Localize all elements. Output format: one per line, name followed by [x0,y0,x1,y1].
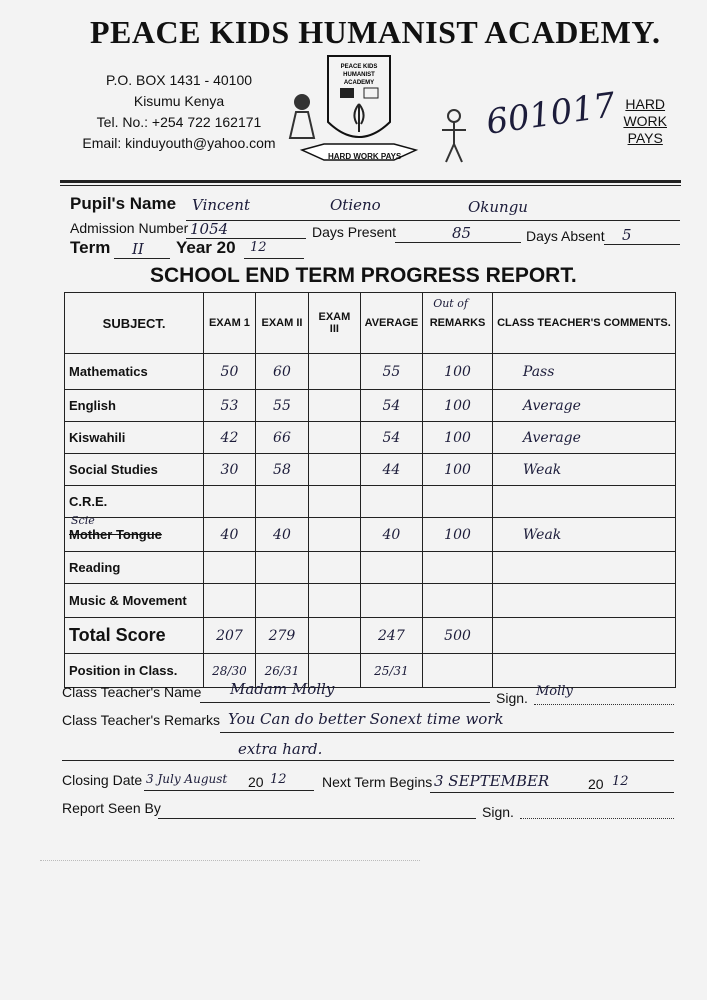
pupil-name-label: Pupil's Name [70,194,177,213]
header-remarks-label: REMARKS [429,317,486,329]
teacher-name-value: Madam Molly [230,680,335,698]
closing-date-value: 3 July August [146,772,228,786]
days-absent-value: 5 [622,226,632,244]
exam1-cell [204,552,256,584]
table-header-row [65,293,676,354]
year-value: 12 [250,240,267,255]
header-divider-thin [60,185,681,186]
position-exam2: 26/31 [255,654,308,688]
subject-label: Mother Tongue [69,527,162,542]
days-absent-label: Days Absent [526,228,605,244]
remarks-cell [423,584,493,618]
comment-cell [492,486,675,518]
remarks-cell: 100 [423,518,493,552]
term-label: Term [70,238,111,257]
email: Email: kinduyouth@yahoo.com [82,135,276,151]
boy-figure-icon [436,108,472,164]
pupil-last-name: Okungu [468,198,528,216]
admission-label: Admission Number [70,220,189,236]
exam1-cell: 50 [204,354,256,390]
average-cell [360,552,423,584]
school-address [74,70,284,154]
next-term-label: Next Term Begins [322,774,433,790]
telephone: Tel. No.: +254 722 162171 [96,114,262,130]
days-present-line [395,242,521,243]
header-average: AVERAGE [360,293,423,354]
faint-divider [40,860,420,861]
exam1-cell: 53 [204,390,256,422]
position-comment [492,654,675,688]
comment-cell: Average [492,422,675,454]
remarks-cell [423,552,493,584]
average-cell [360,486,423,518]
comment-cell: Pass [492,354,675,390]
exam2-cell: 55 [255,390,308,422]
table-row [65,518,676,552]
remarks-cell: 100 [423,454,493,486]
sign-line [534,704,674,705]
girl-figure-icon [282,90,322,140]
comment-cell: Weak [492,454,675,486]
motto-line-3: PAYS [627,130,663,146]
closing-year-prefix: 20 [248,774,264,790]
next-term-year-prefix: 20 [588,776,604,792]
subject-overwrite: Scie [71,514,95,527]
table-row [65,354,676,390]
remarks-text-2: extra hard. [238,740,323,758]
header-remarks [423,293,493,354]
position-exam1: 28/30 [204,654,256,688]
exam2-cell: 66 [255,422,308,454]
total-comment [492,618,675,654]
exam1-cell: 30 [204,454,256,486]
comment-cell: Weak [492,518,675,552]
exam2-cell: 58 [255,454,308,486]
total-row [65,618,676,654]
subject-cell: English [65,390,204,422]
sign2-line [520,818,674,819]
header-divider [60,180,681,183]
city: Kisumu Kenya [133,93,225,109]
pupil-name-line [186,220,680,221]
exam3-cell [309,518,360,552]
exam2-cell: 60 [255,354,308,390]
remarks-cell: 100 [423,354,493,390]
grades-table [64,292,676,688]
pupil-middle-name: Otieno [330,196,381,214]
total-average: 247 [360,618,423,654]
year-label: Year 20 [176,238,236,257]
exam1-cell: 40 [204,518,256,552]
table-row [65,486,676,518]
header-exam-3: EXAM III [309,293,360,354]
average-cell [360,584,423,618]
motto-line-2: WORK [623,113,667,129]
position-row [65,654,676,688]
days-absent-line [604,244,680,245]
header-subject: SUBJECT. [65,293,204,354]
header-exam-1: EXAM 1 [204,293,256,354]
handwritten-number: 601017 [483,85,618,143]
subject-cell [65,514,204,552]
remarks-line-2 [62,760,674,761]
exam2-cell: 40 [255,518,308,552]
subject-cell: Music & Movement [65,584,204,618]
subject-cell: Social Studies [65,454,204,486]
table-row [65,584,676,618]
exam3-cell [309,390,360,422]
report-title: SCHOOL END TERM PROGRESS REPORT. [150,264,577,287]
svg-text:ACADEMY: ACADEMY [343,80,375,86]
position-remarks [423,654,493,688]
header-comments: CLASS TEACHER'S COMMENTS. [492,293,675,354]
table-row [65,422,676,454]
exam2-cell [255,552,308,584]
days-present-value: 85 [452,224,472,242]
exam2-cell [255,584,308,618]
exam3-cell [309,486,360,518]
comment-cell [492,552,675,584]
term-value: II [132,240,144,258]
next-term-line [430,792,674,793]
comment-cell: Average [492,390,675,422]
remarks-label: Class Teacher's Remarks [62,712,221,728]
remarks-line-1 [220,732,674,733]
position-average: 25/31 [360,654,423,688]
term-line [114,258,170,259]
comment-cell [492,584,675,618]
svg-text:HUMANIST: HUMANIST [343,72,375,78]
subject-cell: C.R.E. [65,486,204,518]
position-label: Position in Class. [65,654,204,688]
closing-year-value: 12 [270,772,287,787]
exam1-cell: 42 [204,422,256,454]
total-exam3 [309,618,360,654]
remarks-text-1: You Can do better Sonext time work [228,710,504,728]
average-cell: 54 [360,390,423,422]
exam2-cell [255,486,308,518]
po-box: P.O. BOX 1431 - 40100 [105,72,253,88]
total-label: Total Score [65,618,204,654]
exam3-cell [309,354,360,390]
closing-date-line [144,790,314,791]
sign-label: Sign. [496,690,528,706]
remarks-cell: 100 [423,390,493,422]
subject-cell: Kiswahili [65,422,204,454]
sign2-label: Sign. [482,804,514,820]
school-name: PEACE KIDS HUMANIST ACADEMY. [90,14,661,50]
svg-text:PEACE KIDS: PEACE KIDS [340,64,378,70]
admission-value: 1054 [190,220,229,238]
teacher-name-label: Class Teacher's Name [62,684,202,700]
subject-cell: Mathematics [65,354,204,390]
exam3-cell [309,454,360,486]
exam3-cell [309,422,360,454]
pupil-first-name: Vincent [192,196,250,214]
motto-line-1: HARD [625,96,666,112]
sign-value: Molly [536,684,573,699]
table-row [65,454,676,486]
exam3-cell [309,584,360,618]
exam1-cell [204,486,256,518]
report-seen-label: Report Seen By [62,800,161,816]
table-row [65,552,676,584]
exam3-cell [309,552,360,584]
average-cell: 40 [360,518,423,552]
teacher-name-line [200,702,490,703]
report-seen-line [158,818,476,819]
next-term-year-value: 12 [612,774,629,789]
total-remarks: 500 [423,618,493,654]
exam1-cell [204,584,256,618]
days-present-label: Days Present [312,224,397,240]
table-row [65,390,676,422]
logo-ribbon: HARD WORK PAYS [328,152,402,161]
motto [623,96,667,147]
total-exam2: 279 [255,618,308,654]
total-exam1: 207 [204,618,256,654]
closing-date-label: Closing Date [62,772,143,788]
remarks-cell: 100 [423,422,493,454]
year-line [244,258,304,259]
header-exam-2: EXAM II [255,293,308,354]
average-cell: 55 [360,354,423,390]
average-cell: 54 [360,422,423,454]
remarks-cell [423,486,493,518]
next-term-value: 3 SEPTEMBER [434,772,550,790]
average-cell: 44 [360,454,423,486]
remarks-note: Out of [433,297,468,310]
subject-cell: Reading [65,552,204,584]
